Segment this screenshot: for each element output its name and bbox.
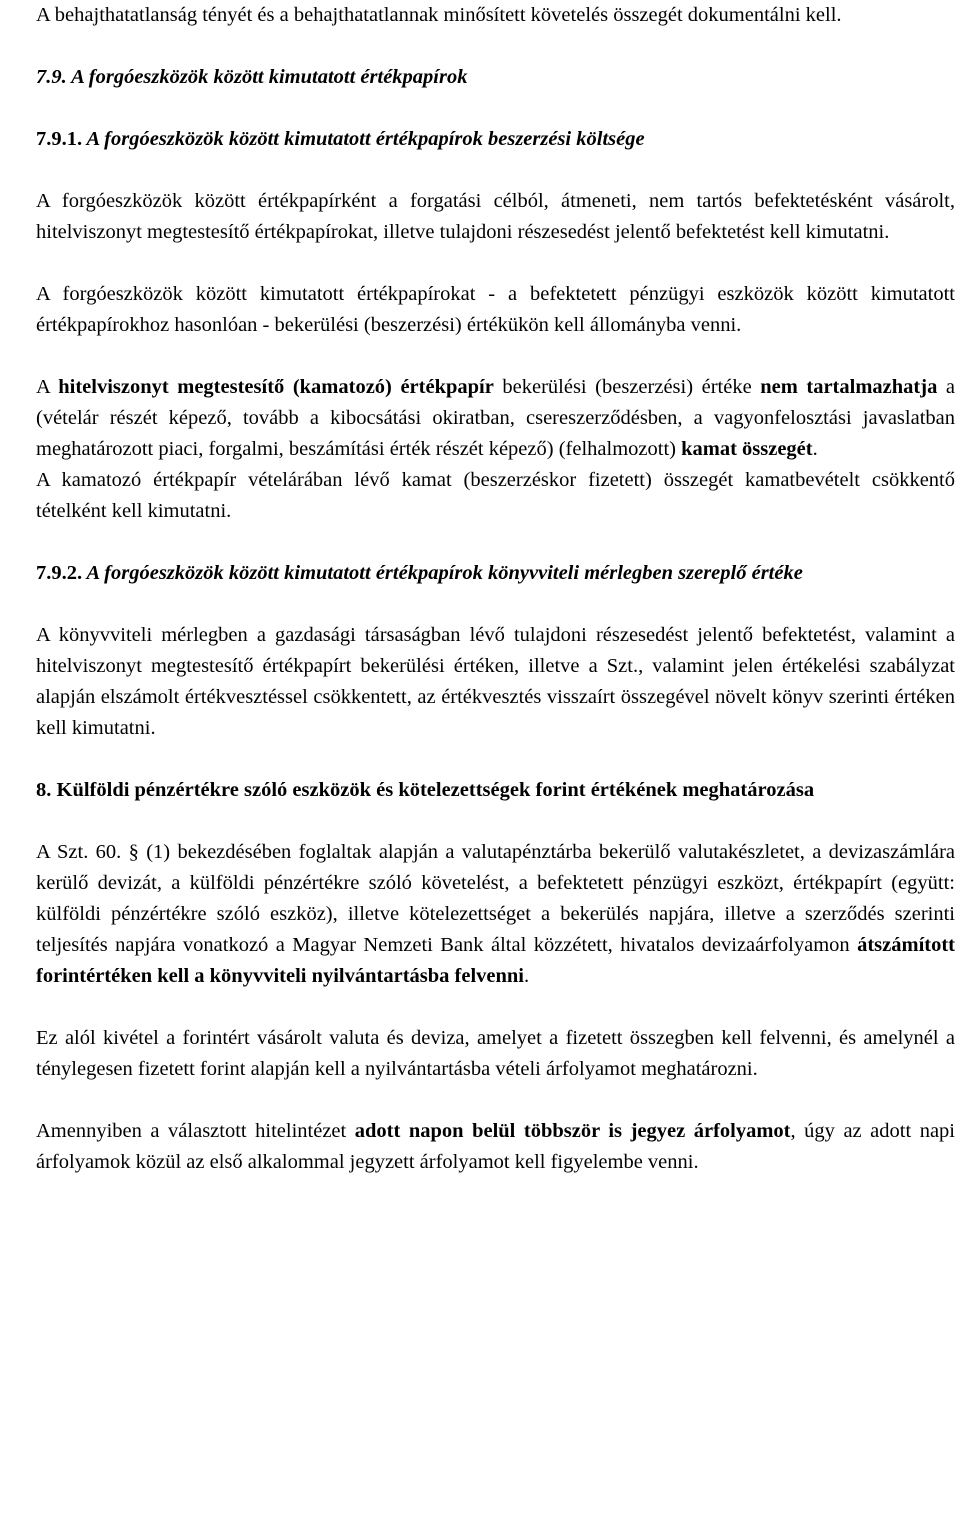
text-run: A xyxy=(36,376,59,398)
paragraph-interest-income: A kamatozó értékpapír vételárában lévő kamat (beszerzéskor fizetett) összegét kamatbevételt csökkentő tételként kell kimutatni. xyxy=(36,469,955,522)
paragraph-interest-exclusion xyxy=(36,372,955,465)
heading-7-9: 7.9. A forgóeszközök között kimutatott értékpapírok xyxy=(36,66,468,88)
bold-run: átszámított forintértéken kell a könyvviteli nyilvántartásba felvenni xyxy=(36,934,955,987)
bold-run: kamat összegét xyxy=(681,438,813,460)
text-run: Amennyiben a választott hitelintézet xyxy=(36,1120,355,1142)
heading-7-9-1-number: 7.9.1. xyxy=(36,128,83,150)
text-run: a (vételár részét képező, tovább a kibocsátási okiratban, csereszerződésben, a vagyonfelosztási javaslatban meghatározott piaci, forgalmi, beszámítási érték részét képező) (felhalmozott) xyxy=(36,376,955,460)
text-run: . xyxy=(812,438,818,460)
bold-run: hitelviszonyt megtestesítő (kamatozó) értékpapír xyxy=(58,376,494,398)
paragraph-balance-sheet-value: A könyvviteli mérlegben a gazdasági társaságban lévő tulajdoni részesedést jelentő befektetést, valamint a hitelviszonyt megtestesítő értékpapírt bekerülési értéken, illetve a Szt., valamint jelen értékelési szabályzat alapján elszámolt értékvesztéssel csökkentett, az értékvesztés visszaírt összegével növelt könyv szerinti értéken kell kimutatni. xyxy=(36,624,955,739)
heading-7-9-1-text: A forgóeszközök között kimutatott értékpapírok beszerzési költsége xyxy=(86,128,645,150)
paragraph-foreign-currency xyxy=(36,837,955,992)
paragraph-securities-definition: A forgóeszközök között értékpapírként a forgatási célból, átmeneti, nem tartós befektetésként vásárolt, hitelviszonyt megtestesítő értékpapírokat, illetve tulajdoni részesedést jelentő befektetést kell kimutatni. xyxy=(36,190,955,243)
text-run: A Szt. 60. § (1) bekezdésében foglaltak alapján a valutapénztárba bekerülő valutakészletet, a devizaszámlára kerülő devizát, a külföldi pénzértékre szóló követelést, a befektetett pénzügyi eszközt, értékpapírt (együtt: külföldi pénzértékre szóló eszköz), illetve kötelezettséget a bekerülés napjára, illetve a szerződés szerinti teljesítés napjára vonatkozó a Magyar Nemzeti Bank által közzétett, hivatalos devizaárfolyamon xyxy=(36,841,955,956)
bold-run: nem tartalmazhatja xyxy=(760,376,938,398)
paragraph-exception: Ez alól kivétel a forintért vásárolt valuta és deviza, amelyet a fizetett összegben kell felvenni, és amelynél a ténylegesen fizetett forint alapján kell a nyilvántartásba vételi árfolyamot meghatározni. xyxy=(36,1027,955,1080)
heading-7-9-2-text: A forgóeszközök között kimutatott értékpapírok könyvviteli mérlegben szereplő értéke xyxy=(86,562,803,584)
heading-8: 8. Külföldi pénzértékre szóló eszközök és kötelezettségek forint értékének meghatározása xyxy=(36,779,815,801)
text-run: . xyxy=(524,965,530,987)
heading-7-9-2-number: 7.9.2. xyxy=(36,562,83,584)
bold-run: adott napon belül többször is jegyez árfolyamot xyxy=(354,1120,791,1142)
paragraph-securities-valuation: A forgóeszközök között kimutatott értékpapírokat - a befektetett pénzügyi eszközök között kimutatott értékpapírokhoz hasonlóan - bekerülési (beszerzési) értékükön kell állományba venni. xyxy=(36,283,955,336)
paragraph-multiple-quotes xyxy=(36,1116,955,1178)
paragraph-collectibility: A behajthatatlanság tényét és a behajthatatlannak minősített követelés összegét dokumentálni kell. xyxy=(36,4,842,26)
heading-7-9-2 xyxy=(36,558,955,589)
text-run: , úgy az adott napi árfolyamok közül az első alkalommal jegyzett árfolyamot kell figyelembe venni. xyxy=(36,1120,955,1173)
text-run: bekerülési (beszerzési) értéke xyxy=(493,376,761,398)
heading-7-9-1 xyxy=(36,124,955,155)
